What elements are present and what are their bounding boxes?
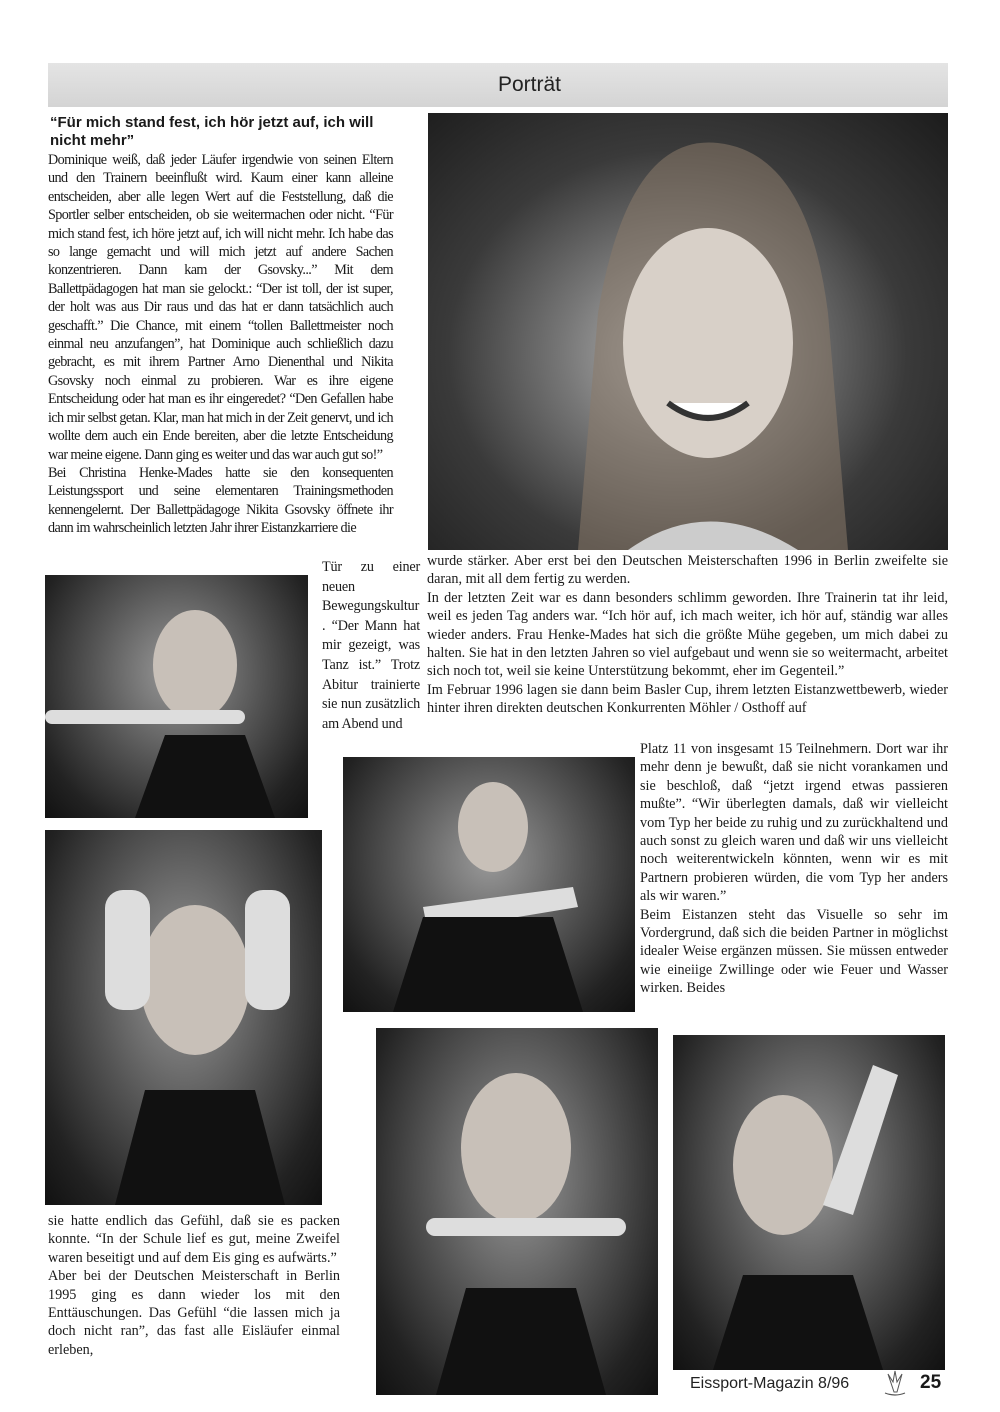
dance-pose-photo-4 — [376, 1028, 658, 1395]
text-column-right-mid — [640, 740, 948, 998]
paragraph: In der letzten Zeit war es dann besonders schlimm geworden. Ihre Trainerin tat ihr leid, weil es jeden Tag anders war. “Ich hör auf, ich mach weiter, ich hör auf, ständig war alles wieder anders. Frau Henke-Mades hat sich die größte Mühe gegeben, um mich dabei zu halten. Sie hat in den letzten Jahren so viel aufgebaut und wenn sie so weitermacht, arbeitet sich noch tot, weil sie keine Unterstützung bekommt, eher im Gegenteil.” — [427, 589, 948, 680]
text-column-bottom-left — [48, 1212, 340, 1359]
paragraph: wurde stärker. Aber erst bei den Deutschen Meisterschaften 1996 in Berlin zweifelte sie daran, mit all dem fertig zu werden. — [427, 553, 948, 588]
text-column-left — [48, 151, 393, 538]
paragraph: Platz 11 von insgesamt 15 Teilnehmern. Dort war ihr mehr denn je bewußt, daß sie nicht vorankamen und sie beschloß, daß “jetzt irgend etwas passieren mußte”. “Wir überlegten damals, daß wir vielleicht vom Typ her beide zu ruhig und zu zurückhaltend und auch sonst zu gleich waren und daß wir uns vielleicht noch weiterentwickeln könnten, wenn wir es mit Partnern probieren würden, die vom Typ her anders als wir waren.” — [640, 741, 948, 905]
article-subheading: “Für mich stand fest, ich hör jetzt auf, ich will nicht mehr” — [50, 114, 374, 149]
paragraph: Bei Christina Henke-Mades hatte sie den konsequenten Leistungssport und seine elementaren Trainingsmethoden kennengelernt. Der Ballettpädagoge Nikita Gsovsky öffnete ihr dann im wahrscheinlich letzten Jahr ihrer Eistanzkarriere die — [48, 464, 393, 537]
portrait-photo-smiling — [428, 113, 948, 550]
paragraph: Dominique weiß, daß jeder Läufer irgendwie von seinen Eltern und den Trainern beeinflußt wird. Kaum einer kann alleine entscheiden, aber alle legen Wert auf die Feststellung, daß die Sportler selber entscheiden, ob sie weitermachen oder nicht. “Für mich stand fest, ich höre jetzt auf, ich will nicht mehr. Ich habe das so lange gemacht und will mich jetzt auf andere Sachen konzentrieren. Dann kam der Gsovsky...” Mit dem Ballettpädagogen hat man sie gelockt.: “Der ist toll, der ist super, der holt was aus Dir raus und das hat er dann tatsächlich auch geschafft.” Die Chance, mit einem “tollen Ballettmeister noch einmal neu anzufangen”, hat Dominique auch schließlich dazu gebracht, es mit ihrem Partner Arno Dienenthal und Nikita Gsovsky noch einmal zu probieren. War es ihre eigene Entscheidung oder hat man es ihr eingeredet? “Den Gefallen habe ich mir selbst getan. Klar, man hat mich in der Zeit genervt, und ich wollte dem auch ein Ende bereiten, aber die letzte Entscheidung war meine eigene. Dann ging es weiter und das war auch gut so!” — [48, 152, 393, 463]
dance-pose-photo-2 — [45, 830, 322, 1205]
page-number: 25 — [920, 1372, 942, 1393]
section-title: Porträt — [498, 73, 562, 96]
dance-pose-photo-1 — [45, 575, 308, 818]
paragraph: Aber bei der Deutschen Meisterschaft in Berlin 1995 ging es dann wieder los mit den Enttäuschungen. Das Gefühl “die lassen mich ja doch nicht ran”, das fast alle Eisläufer einmal erleben, — [48, 1268, 340, 1358]
swan-logo-icon — [880, 1368, 910, 1398]
paragraph: sie hatte endlich das Gefühl, daß sie es packen konnte. “In der Schule lief es gut, meine Zweifel waren beseitigt und auf dem Eis ging es aufwärts.” — [48, 1213, 340, 1266]
paragraph: Im Februar 1996 lagen sie dann beim Basler Cup, ihrem letzten Eistanzwettbewerb, wieder hinter ihren direkten deutschen Konkurrenten Möhler / Osthoff auf — [427, 681, 948, 717]
text-column-right-top — [427, 552, 948, 718]
text-column-narrow — [322, 558, 420, 734]
paragraph: Tür zu einer neuen Bewegungskultur. “Der Mann hat mir gezeigt, was Tanz ist.” Trotz Abitur trainierte sie nun zusätzlich am Abend und — [322, 559, 420, 732]
paragraph: Beim Eistanzen steht das Visuelle so sehr im Vordergrund, daß sich die beiden Partner in möglichst idealer Weise ergänzen müssen. Sie müssen entweder wie eineiige Zwillinge oder wie Feuer und Wasser wirken. Beides — [640, 906, 948, 997]
section-header-band — [48, 63, 948, 107]
magazine-issue: Eissport-Magazin 8/96 — [690, 1375, 850, 1392]
dance-pose-photo-5 — [673, 1035, 945, 1370]
dance-pose-photo-3 — [343, 757, 635, 1012]
